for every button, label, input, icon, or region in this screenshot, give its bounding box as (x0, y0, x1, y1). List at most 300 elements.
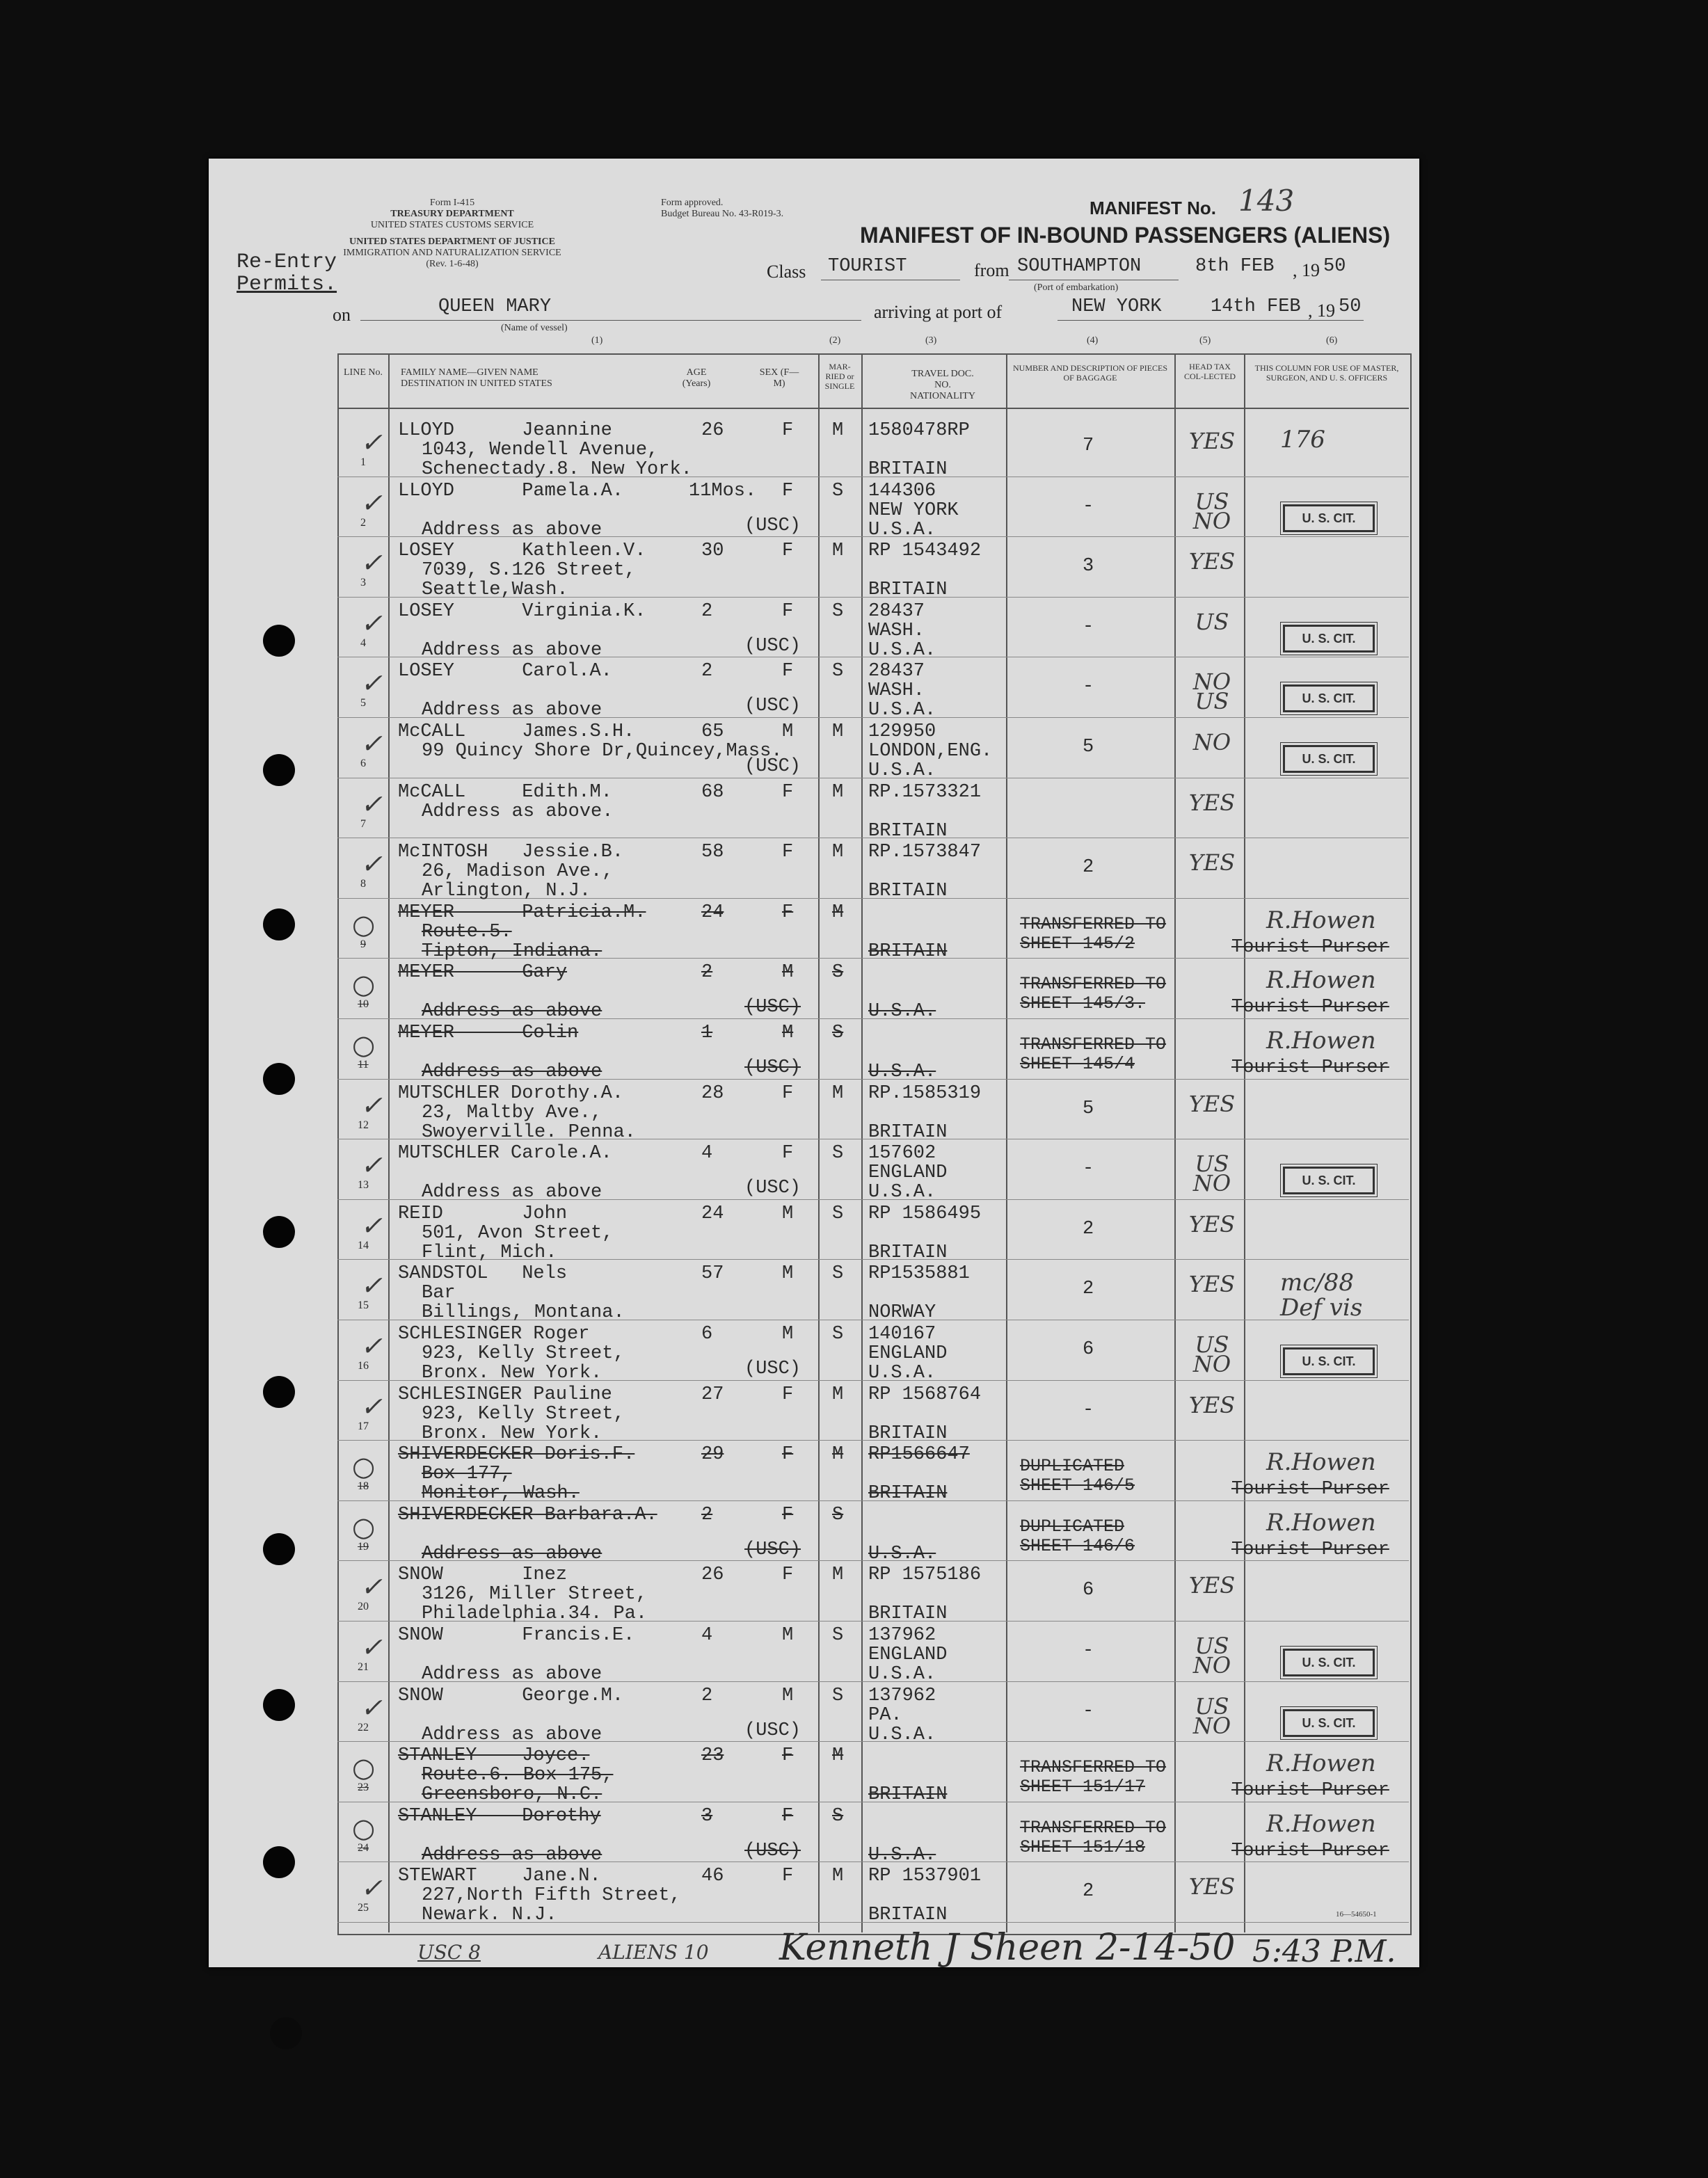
nationality: U.S.A. (868, 1844, 936, 1866)
line-number: 14 (358, 1239, 369, 1251)
passenger-name: REID John (398, 1203, 568, 1224)
margin-circle-mark: ○ (352, 969, 376, 1000)
marital-status: M (832, 420, 844, 441)
usc-marker: (USC) (744, 1840, 801, 1861)
class-value: TOURIST (828, 256, 907, 277)
address-line: Bronx. New York. (422, 1423, 602, 1444)
punch-hole (263, 1376, 295, 1408)
nationality: U.S.A. (868, 1062, 936, 1082)
us-citizen-stamp: U. S. CIT. (1283, 1347, 1375, 1375)
treasury-dept: TREASURY DEPARTMENT (390, 209, 514, 219)
age: 2 (701, 600, 713, 622)
age: 1 (701, 1023, 713, 1043)
head-tax: US (1195, 608, 1229, 635)
form-revision: (Rev. 1-6-48) (426, 259, 479, 269)
marital-status: S (832, 1805, 844, 1827)
usc-marker: (USC) (744, 1539, 801, 1560)
head-tax: YES (1188, 1873, 1236, 1900)
officer-note: mc/88 Def vis (1280, 1269, 1363, 1322)
travel-doc-number: RP.1573847 (868, 842, 982, 863)
margin-check-mark: ✓ (360, 1089, 383, 1121)
line-number: 6 (360, 758, 366, 769)
col-divider (818, 353, 820, 1932)
marital-status: M (832, 1564, 844, 1586)
col-header-name: FAMILY NAME—GIVEN NAME (401, 367, 538, 378)
col-num: (5) (1199, 335, 1211, 346)
passenger-name: LOSEY Kathleen.V. (398, 541, 646, 562)
baggage-note: DUPLICATED SHEET 146/5 (1020, 1456, 1135, 1496)
sex: M (782, 1263, 794, 1285)
margin-circle-mark: ○ (352, 1511, 376, 1542)
marital-status: S (832, 1143, 844, 1164)
baggage-count: 7 (1083, 435, 1094, 456)
col-divider (861, 353, 863, 1932)
address-line: Billings, Montana. (422, 1302, 625, 1324)
baggage-note: TRANSFERRED TO SHEET 145/4 (1020, 1034, 1167, 1074)
marital-status: M (832, 1384, 844, 1405)
arrival-year-prefix: , 19 (1308, 301, 1335, 321)
baggage-count: 6 (1083, 1580, 1094, 1601)
officer-note: Tourist Purser (1231, 1840, 1389, 1861)
line-number: 2 (360, 516, 366, 529)
address-line: 3126, Miller Street, (422, 1584, 648, 1606)
passenger-name: LOSEY Carol.A. (398, 661, 612, 682)
col-header-age: AGE (Years) (682, 367, 711, 389)
sex: F (782, 1745, 794, 1767)
baggage-note: DUPLICATED SHEET 146/6 (1020, 1516, 1135, 1556)
address-line: Address as above (422, 1543, 602, 1564)
baggage-count: - (1083, 616, 1094, 637)
usc-marker: (USC) (744, 1720, 801, 1741)
travel-doc-number: 137962 (868, 1625, 936, 1646)
line-number: 20 (358, 1601, 369, 1613)
punch-hole (263, 1216, 295, 1248)
margin-circle-mark: ○ (352, 1812, 376, 1843)
print-code: 16—54650-1 (1336, 1910, 1377, 1919)
address-line: Monitor, Wash. (422, 1483, 580, 1505)
address-line: Box 177, (422, 1464, 512, 1485)
form-approved: Form approved. (661, 198, 724, 208)
margin-check-mark: ✓ (360, 1873, 383, 1904)
col-header-dest: DESTINATION IN UNITED STATES (401, 378, 552, 389)
us-citizen-stamp: U. S. CIT. (1283, 1649, 1375, 1676)
margin-check-mark: ✓ (360, 487, 383, 518)
travel-doc-number: 129950 (868, 721, 936, 742)
baggage-note: TRANSFERRED TO SHEET 145/3. (1020, 974, 1167, 1014)
depart-year-prefix: , 19 (1293, 260, 1320, 280)
col-header-officers: THIS COLUMN FOR USE OF MASTER, SURGEON, AND U. S. OFFICERS (1254, 363, 1399, 383)
usc-marker: (USC) (744, 997, 801, 1018)
nationality: PA. (868, 1704, 902, 1726)
line-number: 9 (360, 938, 366, 950)
marital-status: M (832, 902, 844, 923)
sex: M (782, 721, 794, 742)
address-line: Bar (422, 1283, 456, 1304)
passenger-name: STEWART Jane.N. (398, 1866, 601, 1887)
age: 2 (701, 1685, 713, 1706)
customs-service: UNITED STATES CUSTOMS SERVICE (370, 220, 534, 230)
marital-status: S (832, 600, 844, 622)
nationality: BRITAIN (868, 1242, 948, 1263)
sex: M (782, 962, 794, 984)
officer-note: Tourist Purser (1231, 1780, 1389, 1802)
travel-doc-number: 137962 (868, 1685, 936, 1706)
travel-doc-number: RP 1575186 (868, 1564, 982, 1586)
address-line: Seattle,Wash. (422, 579, 568, 601)
sex: F (782, 1143, 794, 1164)
col-num: (3) (925, 335, 937, 346)
col-num: (4) (1087, 335, 1099, 346)
travel-doc-number: 144306 (868, 480, 936, 502)
address-line: Flint, Mich. (422, 1242, 557, 1263)
header-divider (337, 408, 1409, 409)
travel-doc-number: 157602 (868, 1143, 936, 1164)
col-num: (2) (829, 335, 841, 346)
address-line: 26, Madison Ave., (422, 861, 614, 883)
head-tax: NO (1192, 729, 1231, 755)
manifest-number: 143 (1238, 184, 1295, 218)
us-citizen-stamp: U. S. CIT. (1283, 504, 1375, 532)
baggage-note: TRANSFERRED TO SHEET 151/18 (1020, 1817, 1167, 1857)
margin-check-mark: ✓ (360, 607, 383, 639)
head-tax: US NO (1192, 1692, 1231, 1739)
col-header-travel: TRAVEL DOC. NO. NATIONALITY (909, 369, 976, 401)
travel-doc-number: RP 1543492 (868, 541, 982, 562)
travel-doc-number: RP1535881 (868, 1263, 970, 1285)
address-line: 923, Kelly Street, (422, 1403, 625, 1425)
nationality: U.S.A. (868, 1001, 936, 1023)
manifest-sheet (209, 159, 1419, 1967)
purser-signature: R.Howen (1266, 1448, 1376, 1477)
purser-signature: R.Howen (1266, 1508, 1376, 1537)
age: 57 (701, 1263, 724, 1285)
baggage-count: - (1083, 1399, 1094, 1420)
passenger-name: McCALL James.S.H. (398, 721, 635, 742)
vessel-name: QUEEN MARY (438, 296, 552, 317)
travel-doc-number: RP 1537901 (868, 1866, 982, 1887)
sex: F (782, 661, 794, 682)
line-number: 11 (358, 1059, 369, 1071)
age: 27 (701, 1384, 724, 1405)
punch-hole (263, 625, 295, 657)
passenger-name: SNOW George.M. (398, 1685, 624, 1706)
from-label: from (974, 260, 1009, 280)
us-citizen-stamp: U. S. CIT. (1283, 684, 1375, 712)
sex: F (782, 842, 794, 863)
nationality: NEW YORK (868, 499, 959, 521)
usc-marker: (USC) (744, 635, 801, 657)
line-number: 3 (360, 577, 366, 589)
sex: M (782, 1324, 794, 1345)
nationality: U.S.A. (868, 1363, 936, 1384)
address-line: Swoyerville. Penna. (422, 1121, 636, 1143)
marital-status: M (832, 1444, 844, 1466)
margin-check-mark: ✓ (360, 1150, 383, 1181)
address-line: Arlington, N.J. (422, 881, 591, 902)
address-line: 1043, Wendell Avenue, (422, 440, 659, 461)
usc-marker: (USC) (744, 515, 801, 536)
officer-note: Tourist Purser (1231, 1057, 1389, 1078)
baggage-count: - (1083, 676, 1094, 698)
depart-year: 50 (1323, 256, 1346, 277)
nationality: BRITAIN (868, 940, 948, 962)
head-tax: YES (1188, 1210, 1236, 1238)
binder-hole (270, 2017, 302, 2049)
margin-check-mark: ✓ (360, 728, 383, 759)
footer-usc-count: USC 8 (417, 1941, 481, 1964)
baggage-note: TRANSFERRED TO SHEET 151/17 (1020, 1757, 1167, 1797)
baggage-count: 5 (1083, 737, 1094, 758)
col-divider (1244, 353, 1245, 1932)
age: 2 (701, 1504, 713, 1526)
sex: F (782, 541, 794, 562)
passenger-name: MEYER Colin (398, 1023, 579, 1043)
officer-note: Tourist Purser (1231, 1479, 1389, 1500)
line-number: 17 (358, 1420, 369, 1432)
punch-hole (263, 1689, 295, 1721)
purser-signature: R.Howen (1266, 906, 1376, 934)
purser-signature: R.Howen (1266, 1809, 1376, 1838)
marital-status: S (832, 1263, 844, 1285)
address-line: Greensboro, N.C. (422, 1784, 602, 1806)
col-header-line: LINE No. (344, 367, 383, 378)
permits-label: Permits. (237, 273, 337, 296)
line-number: 7 (360, 817, 366, 830)
address-line: Newark. N.J. (422, 1905, 557, 1926)
nationality: ENGLAND (868, 1343, 948, 1364)
age: 58 (701, 842, 724, 863)
baggage-count: 2 (1083, 1218, 1094, 1240)
marital-status: S (832, 1504, 844, 1526)
reentry-label: Re-Entry (237, 250, 337, 274)
punch-hole (263, 1533, 295, 1565)
passenger-name: SNOW Francis.E. (398, 1625, 635, 1646)
passenger-name: LLOYD Jeannine (398, 420, 612, 441)
sex: F (782, 1564, 794, 1586)
line-number: 22 (358, 1721, 369, 1733)
margin-check-mark: ✓ (360, 1571, 383, 1603)
address-line: Tipton, Indiana. (422, 940, 602, 962)
nationality: BRITAIN (868, 881, 948, 902)
nationality: U.S.A. (868, 639, 936, 661)
travel-doc-number: 140167 (868, 1324, 936, 1345)
vessel-line (360, 320, 861, 321)
address-line: 7039, S.126 Street, (422, 560, 636, 582)
punch-hole (263, 1846, 295, 1878)
line-number: 12 (358, 1119, 369, 1131)
margin-circle-mark: ○ (352, 1030, 376, 1060)
officer-note: Tourist Purser (1231, 1539, 1389, 1560)
address-line: 501, Avon Street, (422, 1222, 614, 1244)
margin-check-mark: ✓ (360, 849, 383, 880)
margin-check-mark: ✓ (360, 1210, 383, 1241)
age: 2 (701, 962, 713, 984)
head-tax: US NO (1192, 488, 1231, 534)
depart-date: 8th FEB (1195, 256, 1275, 277)
nationality: LONDON,ENG. (868, 741, 993, 762)
marital-status: S (832, 1685, 844, 1706)
col-header-married: MAR-RIED or SINGLE (824, 362, 855, 391)
passenger-name: MUTSCHLER Dorothy.A. (398, 1082, 624, 1104)
baggage-count: 2 (1083, 1881, 1094, 1903)
head-tax: YES (1188, 1090, 1236, 1117)
us-citizen-stamp: U. S. CIT. (1283, 1709, 1375, 1737)
nationality: BRITAIN (868, 1483, 948, 1505)
margin-check-mark: ✓ (360, 1270, 383, 1302)
baggage-count: 2 (1083, 857, 1094, 879)
nationality: U.S.A. (868, 1724, 936, 1745)
sex: M (782, 1625, 794, 1646)
address-line: 99 Quincy Shore Dr,Quincey,Mass. (422, 741, 783, 762)
punch-hole (263, 908, 295, 940)
marital-status: S (832, 1324, 844, 1345)
passenger-name: SANDSTOL Nels (398, 1263, 568, 1285)
line-number: 24 (358, 1841, 369, 1854)
line-number: 15 (358, 1299, 369, 1312)
footer-alien-count: ALIENS 10 (598, 1941, 709, 1964)
age: 26 (701, 420, 724, 441)
age: 2 (701, 661, 713, 682)
sex: F (782, 1082, 794, 1104)
baggage-count: 5 (1083, 1098, 1094, 1119)
age: 68 (701, 781, 724, 803)
address-line: Philadelphia.34. Pa. (422, 1603, 648, 1625)
col-header-sex: SEX (F—M) (759, 367, 799, 389)
passenger-name: MEYER Gary (398, 962, 568, 984)
address-line: Address as above (422, 1182, 602, 1203)
line-number: 10 (358, 998, 369, 1011)
passenger-name: SHIVERDECKER Barbara.A. (398, 1504, 657, 1526)
address-line: Address as above (422, 639, 602, 661)
line-number: 23 (358, 1781, 369, 1794)
travel-doc-number: 1580478RP (868, 420, 970, 441)
age: 30 (701, 541, 724, 562)
nationality: BRITAIN (868, 1423, 948, 1444)
punch-hole (263, 1063, 295, 1095)
marital-status: M (832, 541, 844, 562)
nationality: BRITAIN (868, 1905, 948, 1926)
line-number: 1 (360, 456, 366, 468)
address-line: 23, Maltby Ave., (422, 1102, 602, 1123)
col-header-headtax: HEAD TAX COL-LECTED (1184, 362, 1236, 381)
arrival-year: 50 (1339, 296, 1362, 317)
marital-status: M (832, 1866, 844, 1887)
marital-status: M (832, 1745, 844, 1767)
head-tax: YES (1188, 849, 1236, 876)
usc-marker: (USC) (744, 756, 801, 777)
passenger-name: STANLEY Joyce. (398, 1745, 590, 1767)
line-number: 4 (360, 636, 366, 649)
passenger-name: McCALL Edith.M. (398, 781, 612, 803)
us-citizen-stamp: U. S. CIT. (1283, 625, 1375, 652)
line-number: 21 (358, 1661, 369, 1673)
sex: M (782, 1685, 794, 1706)
passenger-name: McINTOSH Jessie.B. (398, 842, 624, 863)
sex: F (782, 1866, 794, 1887)
nationality: U.S.A. (868, 1543, 936, 1564)
address-line: Address as above (422, 1844, 602, 1866)
port-embark-label: (Port of embarkation) (1034, 282, 1119, 293)
marital-status: M (832, 721, 844, 742)
from-value: SOUTHAMPTON (1017, 256, 1142, 277)
ins-service: IMMIGRATION AND NATURALIZATION SERVICE (343, 248, 561, 258)
usc-marker: (USC) (744, 696, 801, 717)
address-line: Bronx. New York. (422, 1363, 602, 1384)
page-title: MANIFEST OF IN-BOUND PASSENGERS (ALIENS) (860, 223, 1391, 248)
head-tax: YES (1188, 789, 1236, 816)
arrival-date: 14th FEB (1211, 296, 1301, 317)
baggage-count: 6 (1083, 1339, 1094, 1360)
baggage-note: TRANSFERRED TO SHEET 145/2 (1020, 913, 1167, 954)
head-tax: YES (1188, 548, 1236, 575)
col-divider (1174, 353, 1176, 1932)
nationality: BRITAIN (868, 1121, 948, 1143)
passenger-name: MEYER Patricia.M. (398, 902, 646, 923)
officer-note: 176 (1280, 426, 1325, 454)
travel-doc-number: RP 1586495 (868, 1203, 982, 1224)
line-number: 25 (358, 1902, 369, 1914)
class-label: Class (767, 262, 806, 282)
travel-doc-number: 28437 (868, 661, 925, 682)
sex: M (782, 1023, 794, 1043)
address-line: Address as above (422, 1724, 602, 1745)
marital-status: M (832, 842, 844, 863)
on-label: on (333, 305, 351, 325)
address-line: Address as above (422, 1664, 602, 1685)
margin-check-mark: ✓ (360, 1331, 383, 1361)
baggage-count: - (1083, 1700, 1094, 1722)
sex: F (782, 1444, 794, 1466)
nationality: BRITAIN (868, 1603, 948, 1625)
arrival-time: 5:43 P.M. (1252, 1934, 1396, 1969)
marital-status: S (832, 1023, 844, 1043)
line-number: 8 (360, 878, 366, 890)
baggage-count: - (1083, 1640, 1094, 1661)
marital-status: S (832, 661, 844, 682)
margin-circle-mark: ○ (352, 908, 376, 940)
form-number: Form I-415 (429, 198, 475, 208)
sex: F (782, 1805, 794, 1827)
travel-doc-number: 28437 (868, 600, 925, 622)
nationality: NORWAY (868, 1302, 936, 1324)
travel-doc-number: RP 1568764 (868, 1384, 982, 1405)
travel-doc-number: RP1566647 (868, 1444, 970, 1466)
age: 46 (701, 1866, 724, 1887)
marital-status: M (832, 1082, 844, 1104)
passenger-name: SNOW Inez (398, 1564, 568, 1586)
line-number: 16 (358, 1360, 369, 1372)
col-divider (1006, 353, 1007, 1932)
marital-status: S (832, 1203, 844, 1224)
age: 6 (701, 1324, 713, 1345)
passenger-name: MUTSCHLER Carole.A. (398, 1143, 612, 1164)
address-line: Schenectady.8. New York. (422, 459, 692, 480)
baggage-count: 3 (1083, 556, 1094, 577)
sex: F (782, 420, 794, 441)
col-header-baggage: NUMBER AND DESCRIPTION OF PIECES OF BAGGAGE (1012, 363, 1168, 383)
budget-bureau: Budget Bureau No. 43-R019-3. (661, 209, 784, 219)
vessel-label: (Name of vessel) (501, 323, 568, 333)
marital-status: M (832, 781, 844, 803)
nationality: WASH. (868, 680, 925, 702)
arrival-port: NEW YORK (1071, 296, 1162, 317)
margin-check-mark: ✓ (360, 1391, 383, 1422)
age: 28 (701, 1082, 724, 1104)
address-line: Address as above (422, 1001, 602, 1023)
head-tax: US NO (1192, 1633, 1231, 1679)
nationality: ENGLAND (868, 1644, 948, 1665)
nationality: U.S.A. (868, 760, 936, 781)
